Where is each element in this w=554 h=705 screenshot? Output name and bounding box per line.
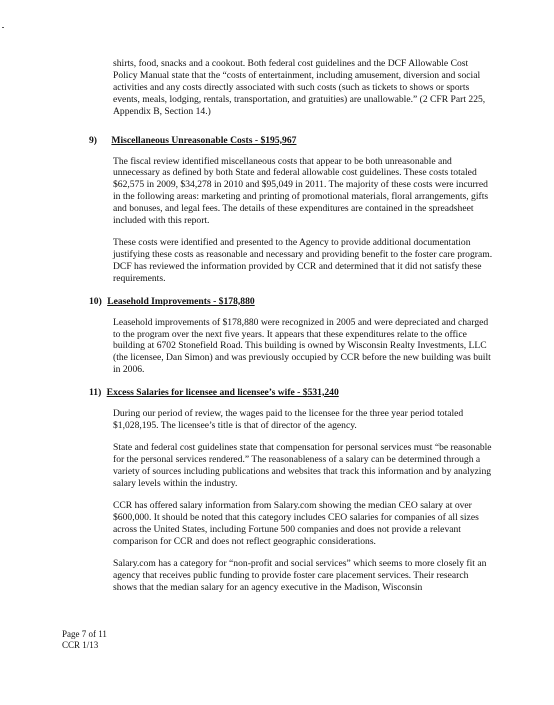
paragraph: During our period of review, the wages paid to the licensee for the three year period totaled $1,028,195. The licensee’s title is that of director of the agency. bbox=[113, 407, 464, 431]
paragraph: CCR has offered salary information from Salary.com showing the median CEO salary at over $600,000. It should be noted that this category includes CEO salaries for companies of all sizes across the United States, including Fortune 500 companies and does not provide a relevant comparison for CCR and does not reflect geographic considerations. bbox=[113, 500, 479, 547]
section-heading-9 bbox=[89, 135, 493, 147]
document-code: CCR 1/13 bbox=[62, 639, 99, 650]
section-number: 9) bbox=[89, 134, 97, 146]
section-title: Leasehold Improvements - $178,880 bbox=[107, 295, 255, 307]
section-heading-11 bbox=[89, 387, 493, 399]
scan-artifact bbox=[2, 27, 4, 28]
paragraph: Salary.com has a category for “non-profit and social services” which seems to more closely fit an agency that receives public funding to provide foster care placement services. Their research shows that the median salary for an agency executive in the Madison, Wisconsin bbox=[113, 558, 487, 593]
page-footer bbox=[62, 629, 107, 650]
paragraph: The fiscal review identified miscellaneous costs that appear to be both unreasonable and unnecessary as defined by both State and federal allowable cost guidelines. These costs totaled $62,575 in 2009, $34,278 in 2010 and $95,049 in 2011. The majority of these costs were incurred in the following areas: marketing and printing of promotional materials, floral arrangements, gifts and bonuses, and legal fees. The details of these expenditures are contained in the spreadsheet included with this report. bbox=[113, 155, 489, 227]
document-body bbox=[89, 58, 493, 604]
page-number: Page 7 of 11 bbox=[62, 629, 107, 639]
section-number: 11) bbox=[89, 386, 102, 398]
section-heading-10 bbox=[89, 296, 493, 308]
paragraph: These costs were identified and presented to the Agency to provide additional documentation justifying these costs as reasonable and necessary and providing benefit to the foster care program. DCF has reviewed the information provided by CCR and determined that it did not satisfy these requirements. bbox=[113, 237, 493, 285]
section-number: 10) bbox=[89, 295, 102, 307]
paragraph: Leasehold improvements of $178,880 were recognized in 2005 and were depreciated and charged to the program over the next five years. It appears that these expenditures relate to the office building at 6702 Stonefield Road. This building is owned by Wisconsin Realty Investments, LLC (the licensee, Dan Simon) and was previously occupied by CCR before the new building was built in 2006. bbox=[113, 316, 491, 376]
paragraph: State and federal cost guidelines state that compensation for personal services must “be reasonable for the personal services rendered.” The reasonableness of a salary can be determined through a variety of sources including publications and websites that track this information and by analyzing salary levels within the industry. bbox=[113, 441, 492, 489]
section-title: Excess Salaries for licensee and licensee’s wife - $531,240 bbox=[106, 386, 339, 398]
section-title: Miscellaneous Unreasonable Costs - $195,967 bbox=[111, 134, 297, 146]
paragraph-continuation: shirts, food, snacks and a cookout. Both federal cost guidelines and the DCF Allowable Cost Policy Manual state that the “costs of entertainment, including amusement, diversion and social activities and any costs directly associated with such costs (such as tickets to shows or sports events, meals, lodging, rentals, transportation, and gratuities) are unallowable.” (2 CFR Part 225, Appendix B, Section 14.) bbox=[113, 58, 486, 117]
